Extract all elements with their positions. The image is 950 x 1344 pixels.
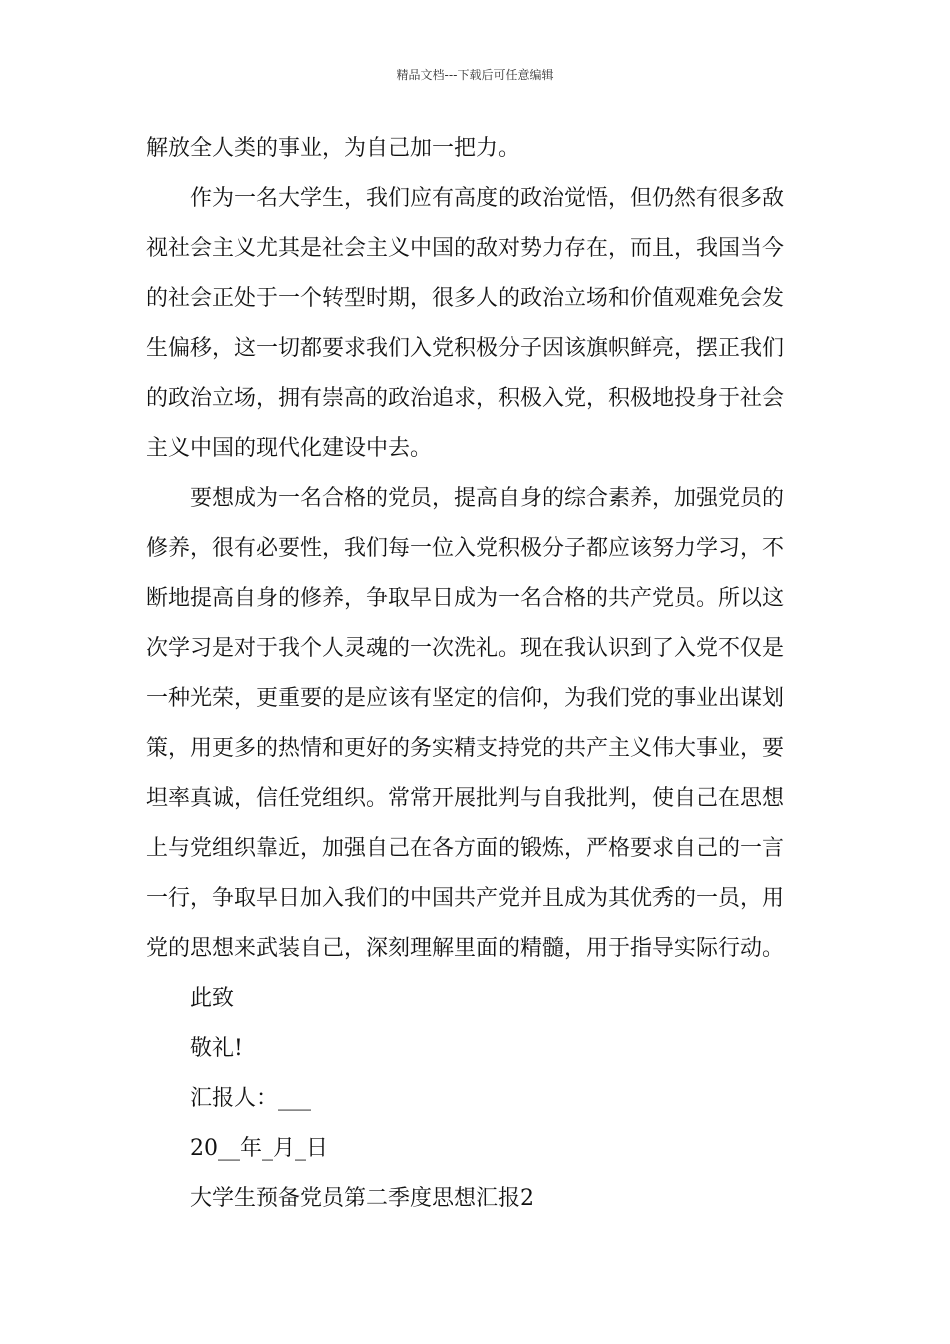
page-header: 精品文档---下载后可任意编辑 [396, 68, 554, 82]
paragraph-line: 策，用更多的热情和更好的务实精支持党的共产主义伟大事业，要 [146, 736, 785, 761]
paragraph-line: 修养，很有必要性，我们每一位入党积极分子都应该努力学习，不 [146, 536, 785, 561]
paragraph-line: 坦率真诚，信任党组织。常常开展批判与自我批判，使自己在思想 [146, 786, 785, 811]
closing-line: 此致 [190, 986, 235, 1011]
paragraph-line: 作为一名大学生，我们应有高度的政治觉悟，但仍然有很多敌 [190, 186, 785, 211]
paragraph-line: 主义中国的现代化建设中去。 [146, 436, 433, 461]
paragraph-line: 断地提高自身的修养，争取早日成为一名合格的共产党员。所以这 [146, 586, 785, 611]
paragraph-line: 视社会主义尤其是社会主义中国的敌对势力存在，而且，我国当今 [146, 236, 785, 261]
paragraph-line: 党的思想来武装自己，深刻理解里面的精髓，用于指导实际行动。 [146, 936, 785, 961]
paragraph-line: 的社会正处于一个转型时期，很多人的政治立场和价值观难免会发 [146, 286, 785, 311]
paragraph-line: 生偏移，这一切都要求我们入党积极分子因该旗帜鲜亮，摆正我们 [146, 336, 785, 361]
salute-line: 敬礼! [190, 1036, 243, 1061]
paragraph-line: 一行，争取早日加入我们的中国共产党并且成为其优秀的一员，用 [146, 886, 785, 911]
date-line: 20__年_月_日 [190, 1136, 328, 1161]
paragraph-line: 一种光荣，更重要的是应该有坚定的信仰，为我们党的事业出谋划 [146, 686, 785, 711]
paragraph-line: 解放全人类的事业，为自己加一把力。 [146, 136, 521, 161]
reporter-line: 汇报人：___ [190, 1086, 312, 1111]
next-section-title: 大学生预备党员第二季度思想汇报2 [190, 1186, 534, 1211]
paragraph-line: 上与党组织靠近，加强自己在各方面的锻炼，严格要求自己的一言 [146, 836, 785, 861]
paragraph-line: 次学习是对于我个人灵魂的一次洗礼。现在我认识到了入党不仅是 [146, 636, 785, 661]
paragraph-line: 要想成为一名合格的党员，提高自身的综合素养，加强党员的 [190, 486, 785, 511]
paragraph-line: 的政治立场，拥有崇高的政治追求，积极入党，积极地投身于社会 [146, 386, 785, 411]
document-body [146, 124, 811, 1224]
